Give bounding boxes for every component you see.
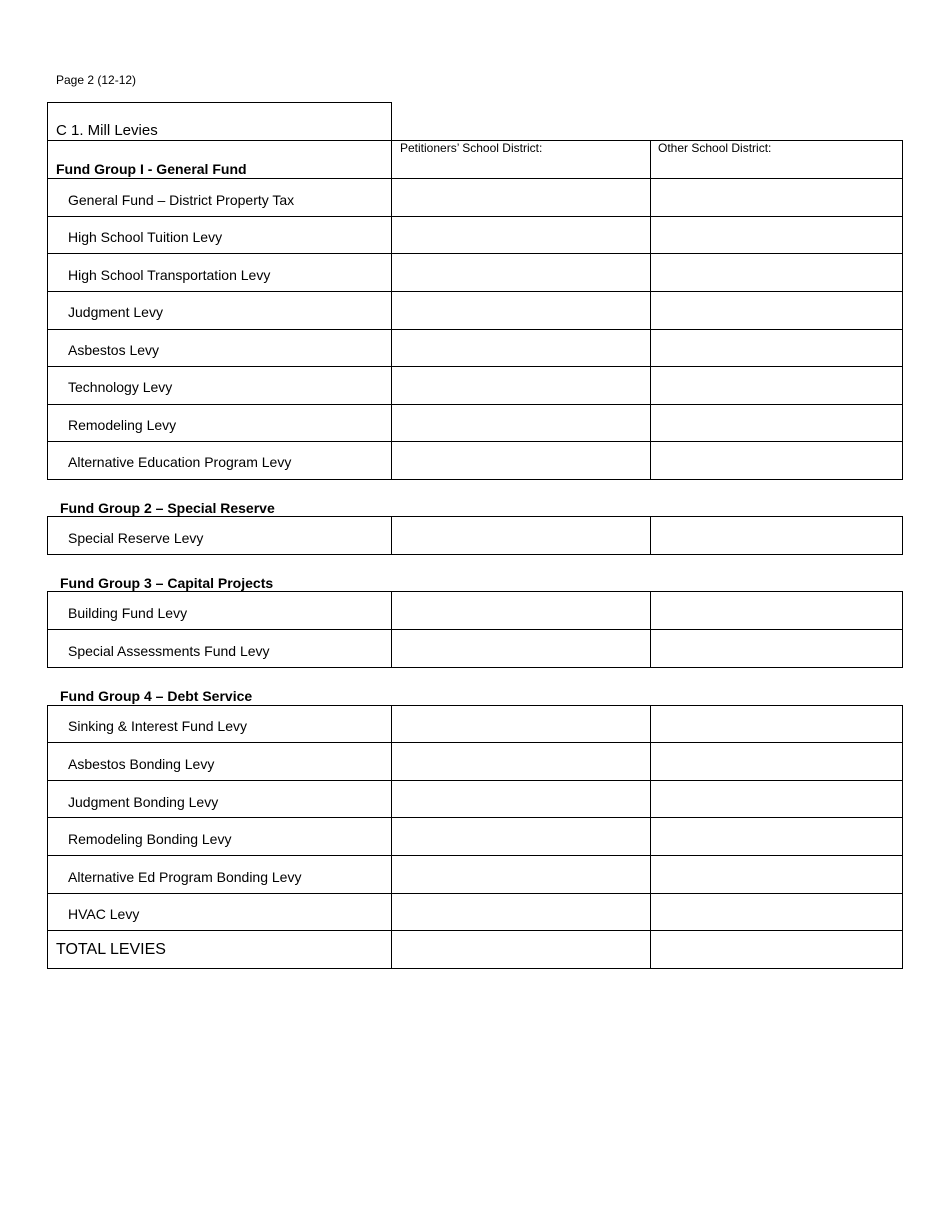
row-label: Sinking & Interest Fund Levy	[68, 718, 247, 734]
row-label: Remodeling Levy	[68, 417, 177, 433]
other-total-input[interactable]	[651, 931, 902, 968]
row-label: Judgment Bonding Levy	[68, 794, 219, 810]
column-header-petitioners: Petitioners’ School District:	[400, 141, 543, 155]
other-value-input[interactable]	[651, 856, 902, 893]
row-label: Judgment Levy	[68, 304, 163, 320]
page-number: Page 2 (12-12)	[56, 73, 137, 87]
other-value-input[interactable]	[651, 179, 902, 216]
petitioners-value-input[interactable]	[392, 442, 649, 479]
petitioners-value-input[interactable]	[392, 743, 649, 780]
petitioners-value-input[interactable]	[392, 217, 649, 254]
petitioners-value-input[interactable]	[392, 405, 649, 442]
petitioners-value-input[interactable]	[392, 706, 649, 742]
petitioners-value-input[interactable]	[392, 856, 649, 893]
group1-title: Fund Group I - General Fund	[56, 161, 247, 177]
row-label: High School Transportation Levy	[68, 267, 271, 283]
other-value-input[interactable]	[651, 292, 902, 329]
total-label: TOTAL LEVIES	[56, 941, 166, 958]
other-value-input[interactable]	[651, 330, 902, 367]
other-value-input[interactable]	[651, 630, 902, 667]
other-value-input[interactable]	[651, 405, 902, 442]
other-value-input[interactable]	[651, 517, 902, 554]
petitioners-value-input[interactable]	[392, 630, 649, 667]
petitioners-value-input[interactable]	[392, 517, 649, 554]
petitioners-value-input[interactable]	[392, 179, 649, 216]
group3-title: Fund Group 3 – Capital Projects	[60, 575, 274, 591]
other-value-input[interactable]	[651, 254, 902, 291]
row-label: Special Assessments Fund Levy	[68, 643, 270, 659]
row-label: Asbestos Levy	[68, 342, 160, 358]
petitioners-value-input[interactable]	[392, 781, 649, 817]
petitioners-value-input[interactable]	[392, 894, 649, 930]
row-label: Alternative Ed Program Bonding Levy	[68, 869, 302, 885]
row-label: Remodeling Bonding Levy	[68, 831, 232, 847]
other-value-input[interactable]	[651, 367, 902, 404]
petitioners-value-input[interactable]	[392, 592, 649, 629]
other-value-input[interactable]	[651, 442, 902, 479]
other-value-input[interactable]	[651, 706, 902, 742]
petitioners-value-input[interactable]	[392, 367, 649, 404]
other-value-input[interactable]	[651, 592, 902, 629]
other-value-input[interactable]	[651, 781, 902, 817]
group2-title: Fund Group 2 – Special Reserve	[60, 500, 275, 516]
row-label: Special Reserve Levy	[68, 530, 204, 546]
petitioners-value-input[interactable]	[392, 254, 649, 291]
other-value-input[interactable]	[651, 894, 902, 930]
petitioners-total-input[interactable]	[392, 931, 649, 968]
section-title: C 1. Mill Levies	[56, 122, 158, 139]
petitioners-value-input[interactable]	[392, 292, 649, 329]
column-header-other: Other School District:	[658, 141, 772, 155]
petitioners-value-input[interactable]	[392, 330, 649, 367]
row-label: Technology Levy	[68, 379, 173, 395]
row-label: Building Fund Levy	[68, 605, 188, 621]
row-label: High School Tuition Levy	[68, 229, 223, 245]
group4-title: Fund Group 4 – Debt Service	[60, 688, 253, 704]
other-value-input[interactable]	[651, 217, 902, 254]
row-label: General Fund – District Property Tax	[68, 192, 295, 208]
row-label: HVAC Levy	[68, 906, 140, 922]
other-value-input[interactable]	[651, 818, 902, 855]
other-value-input[interactable]	[651, 743, 902, 780]
petitioners-value-input[interactable]	[392, 818, 649, 855]
row-label: Alternative Education Program Levy	[68, 454, 292, 470]
row-label: Asbestos Bonding Levy	[68, 756, 215, 772]
